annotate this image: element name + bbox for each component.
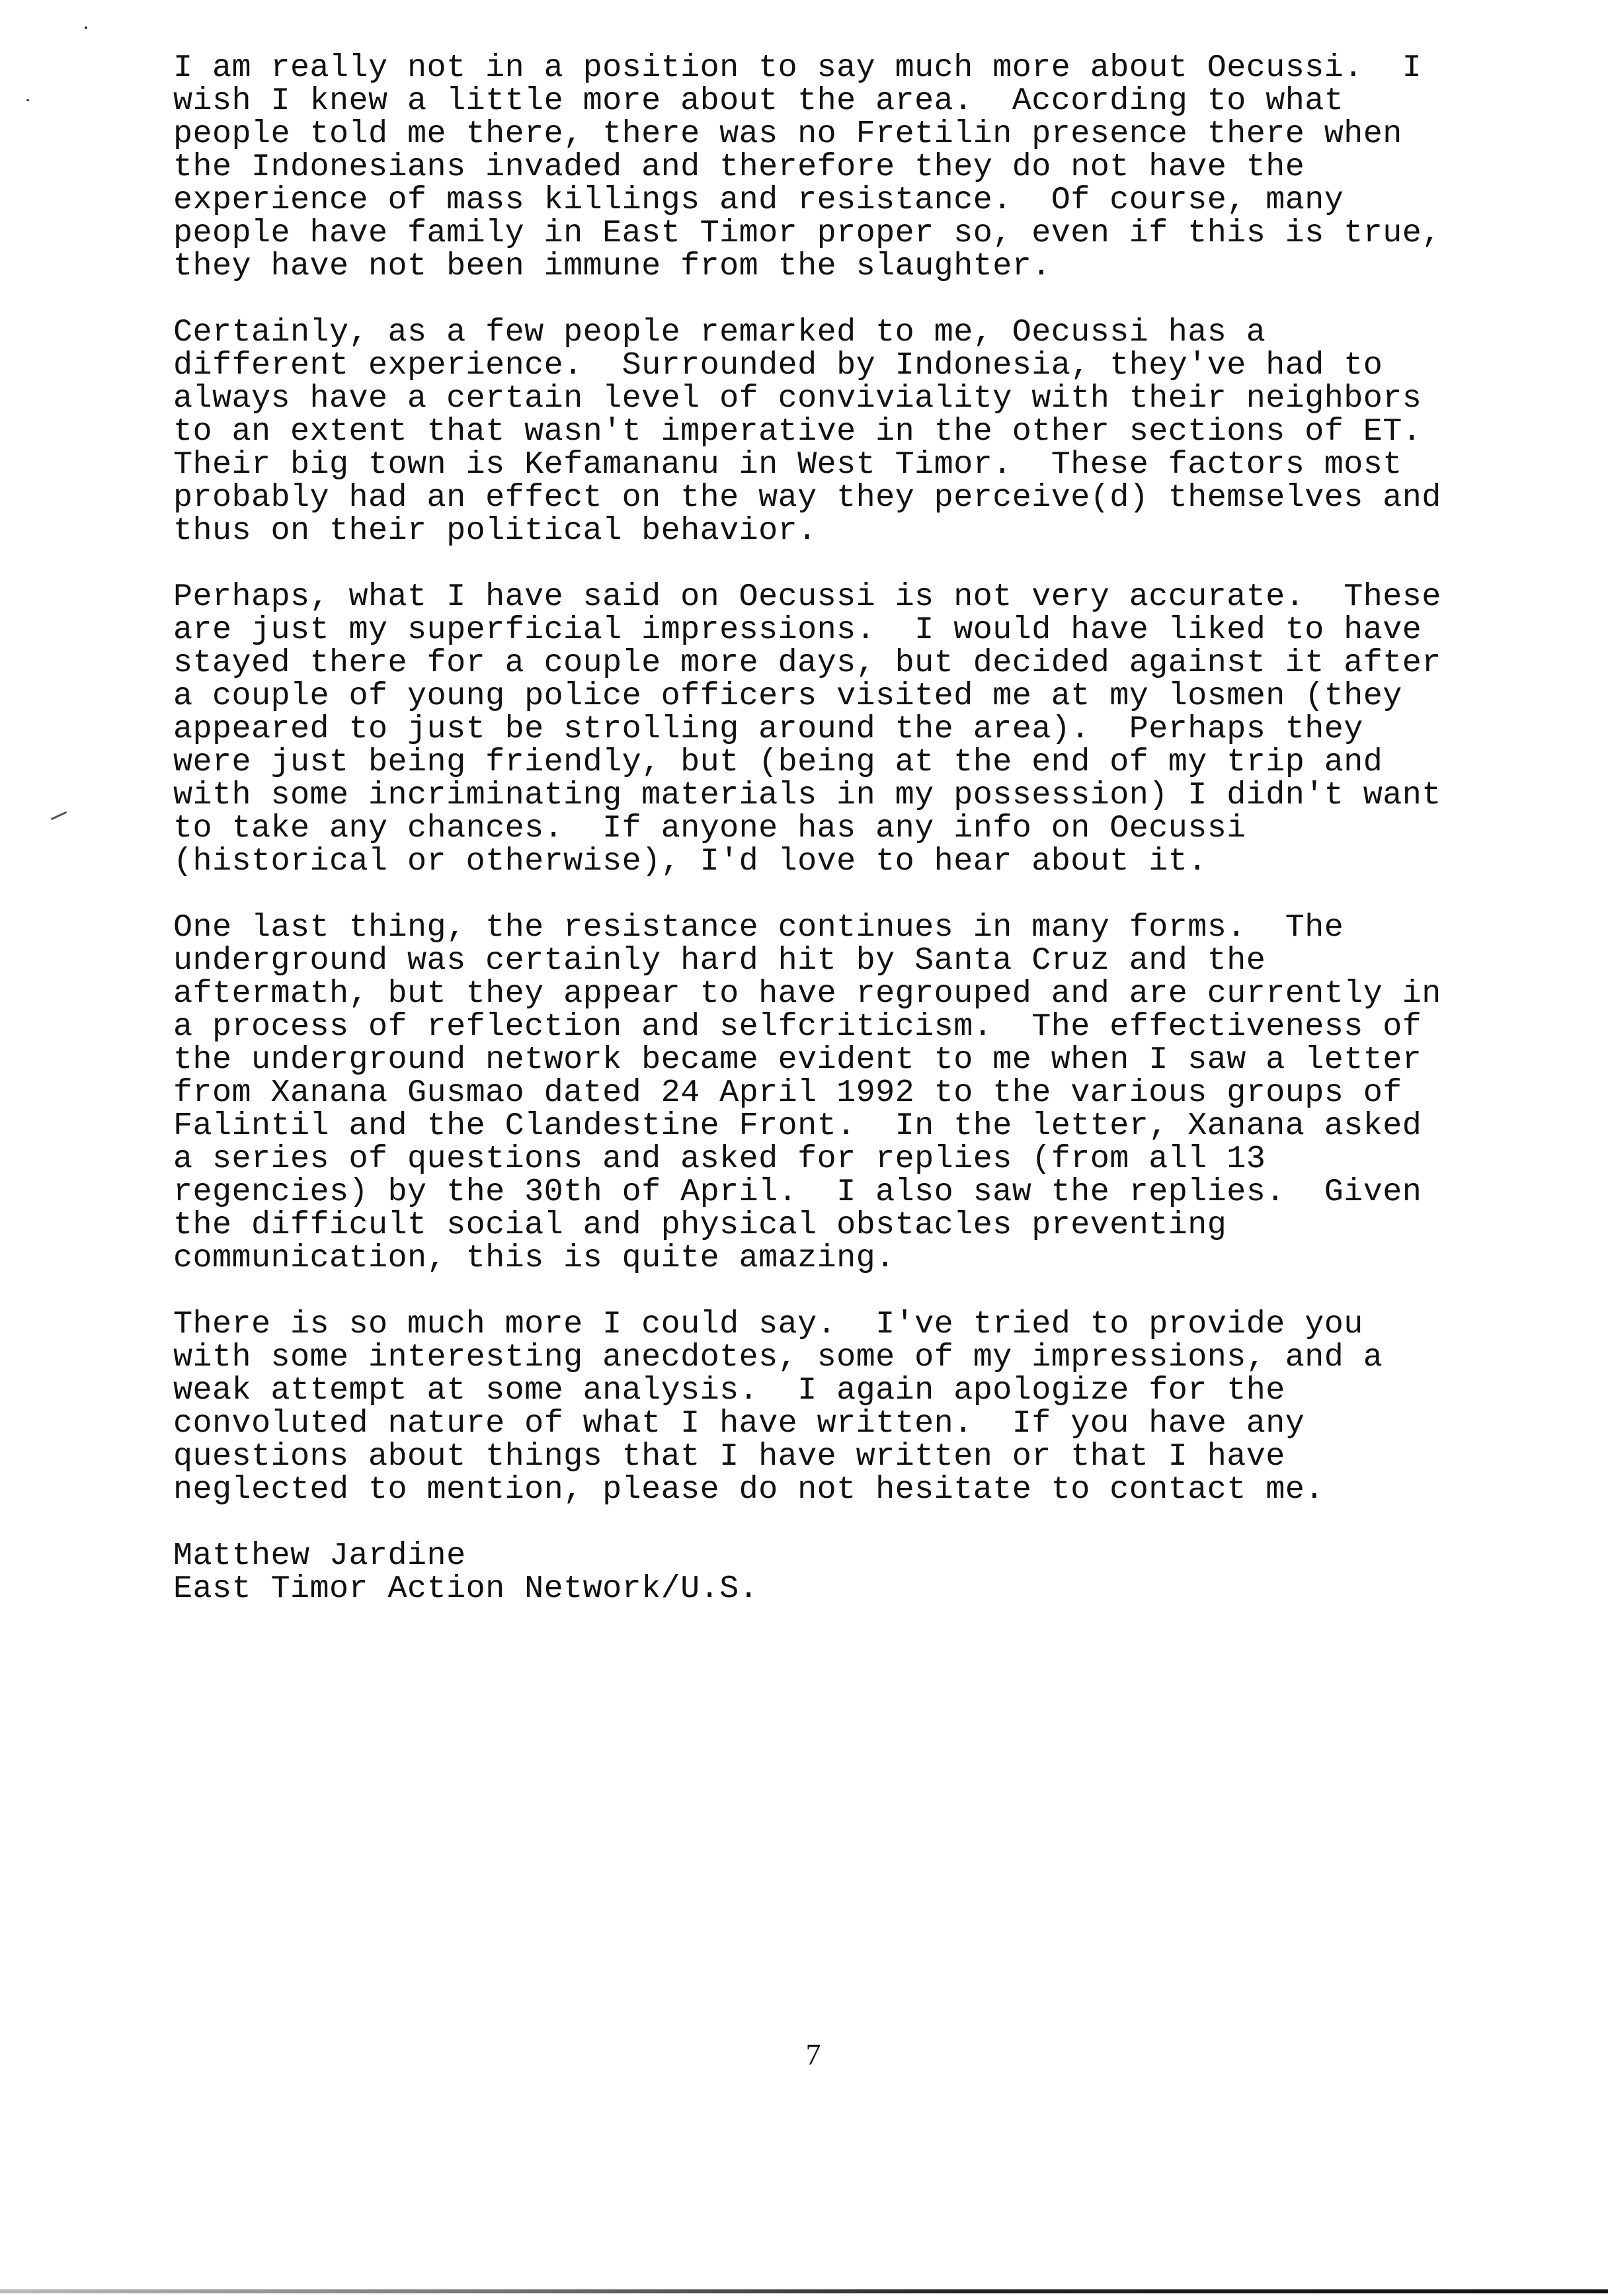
text-line: underground was certainly hard hit by Santa Cruz and the — [173, 942, 1266, 979]
text-line: Perhaps, what I have said on Oecussi is not very accurate. These — [173, 579, 1441, 615]
paragraph-impressions — [173, 581, 1502, 878]
text-line: with some interesting anecdotes, some of my impressions, and a — [173, 1339, 1383, 1375]
signature-block — [173, 1539, 1502, 1606]
text-line: convoluted nature of what I have written. If you have any — [173, 1405, 1305, 1442]
scan-speck — [85, 26, 87, 29]
letter-body — [173, 52, 1502, 1606]
text-line: the difficult social and physical obstacles preventing — [173, 1207, 1227, 1243]
text-line: stayed there for a couple more days, but decided against it after — [173, 645, 1441, 681]
text-line: Their big town is Kefamananu in West Timor. These factors most — [173, 446, 1402, 483]
paragraph-closing — [173, 1308, 1502, 1506]
scan-stroke — [51, 811, 67, 821]
text-line: people have family in East Timor proper so, even if this is true, — [173, 215, 1441, 251]
text-line: wish I knew a little more about the area. According to what — [173, 83, 1344, 119]
text-line: a process of reflection and selfcriticism. The effectiveness of — [173, 1008, 1422, 1045]
text-line: appeared to just be strolling around the area). Perhaps they — [173, 711, 1363, 747]
author-organization: East Timor Action Network/U.S. — [173, 1571, 759, 1607]
text-line: experience of mass killings and resistance. Of course, many — [173, 182, 1344, 218]
text-line: always have a certain level of conviviality with their neighbors — [173, 380, 1422, 417]
text-line: thus on their political behavior. — [173, 512, 817, 549]
text-line: are just my superficial impressions. I would have liked to have — [173, 612, 1422, 648]
text-line: they have not been immune from the slaughter. — [173, 248, 1051, 284]
paragraph-oecussi-intro — [173, 52, 1502, 283]
scan-speck — [26, 99, 29, 101]
text-line: a series of questions and asked for replies (from all 13 — [173, 1141, 1266, 1177]
text-line: the Indonesians invaded and therefore they do not have the — [173, 149, 1305, 185]
text-line: regencies) by the 30th of April. I also saw the replies. Given — [173, 1174, 1422, 1210]
text-line: Certainly, as a few people remarked to me, Oecussi has a — [173, 314, 1266, 350]
text-line: to take any chances. If anyone has any info on Oecussi — [173, 810, 1246, 846]
page-number: 7 — [805, 2037, 821, 2071]
text-line: aftermath, but they appear to have regrouped and are currently in — [173, 975, 1441, 1012]
text-line: with some incriminating materials in my possession) I didn't want — [173, 777, 1441, 813]
text-line: (historical or otherwise), I'd love to hear about it. — [173, 843, 1207, 880]
text-line: communication, this is quite amazing. — [173, 1240, 895, 1276]
text-line: were just being friendly, but (being at the end of my trip and — [173, 744, 1383, 780]
text-line: Falintil and the Clandestine Front. In the letter, Xanana asked — [173, 1108, 1422, 1144]
text-line: the underground network became evident to me when I saw a letter — [173, 1042, 1422, 1078]
text-line: There is so much more I could say. I've tried to provide you — [173, 1306, 1363, 1342]
scan-bottom-edge — [0, 2289, 1608, 2293]
author-name: Matthew Jardine — [173, 1538, 466, 1574]
text-line: from Xanana Gusmao dated 24 April 1992 to the various groups of — [173, 1075, 1402, 1111]
text-line: different experience. Surrounded by Indonesia, they've had to — [173, 347, 1383, 384]
text-line: I am really not in a position to say much more about Oecussi. I — [173, 50, 1422, 86]
text-line: to an extent that wasn't imperative in the other sections of ET. — [173, 413, 1422, 450]
text-line: weak attempt at some analysis. I again apologize for the — [173, 1372, 1285, 1409]
text-line: neglected to mention, please do not hesitate to contact me. — [173, 1471, 1324, 1508]
text-line: a couple of young police officers visited me at my losmen (they — [173, 678, 1402, 714]
paragraph-resistance — [173, 911, 1502, 1275]
paragraph-oecussi-experience — [173, 316, 1502, 548]
text-line: people told me there, there was no Fretilin presence there when — [173, 116, 1402, 152]
text-line: questions about things that I have written or that I have — [173, 1438, 1285, 1475]
text-line: probably had an effect on the way they perceive(d) themselves and — [173, 479, 1441, 516]
text-line: One last thing, the resistance continues in many forms. The — [173, 909, 1344, 946]
